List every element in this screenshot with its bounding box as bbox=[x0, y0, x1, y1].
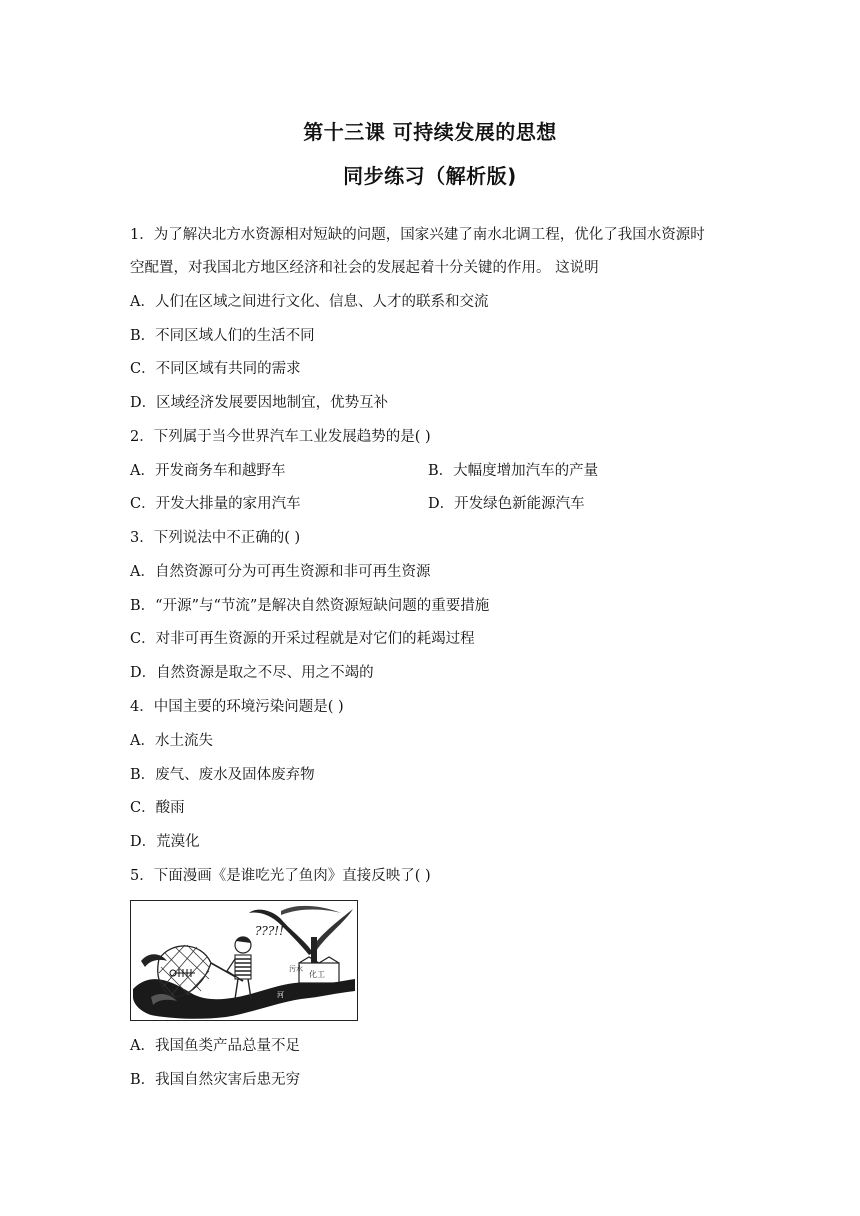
question-5-stem: 5．下面漫画《是谁吃光了鱼肉》直接反映了( ) bbox=[130, 868, 431, 884]
document-subtitle: 同步练习（解析版) bbox=[343, 164, 517, 188]
question-2-option-b: B．大幅度增加汽车的产量 bbox=[428, 463, 599, 479]
question-4-option-d: D．荒漠化 bbox=[130, 834, 200, 850]
question-3-option-c: C．对非可再生资源的开采过程就是对它们的耗竭过程 bbox=[130, 631, 475, 647]
question-3-option-a: A．自然资源可分为可再生资源和非可再生资源 bbox=[130, 564, 431, 580]
factory-sign-text: 化工 bbox=[309, 970, 325, 979]
question-1-option-d: D．区域经济发展要因地制宜，优势互补 bbox=[130, 395, 389, 411]
drain-sign-text: 污水 bbox=[289, 965, 303, 973]
cartoon-figure bbox=[130, 900, 358, 1021]
document-title: 第十三课 可持续发展的思想 bbox=[303, 120, 557, 144]
question-3-option-b: B．“开源”与“节流”是解决自然资源短缺问题的重要措施 bbox=[130, 598, 490, 614]
question-2-option-d: D．开发绿色新能源汽车 bbox=[428, 496, 585, 512]
question-3-option-d: D．自然资源是取之不尽、用之不竭的 bbox=[130, 665, 374, 681]
question-2-option-a: A．开发商务车和越野车 bbox=[130, 463, 286, 479]
question-1-stem-line-2: 空配置，对我国北方地区经济和社会的发展起着十分关键的作用。 这说明 bbox=[130, 260, 599, 276]
question-3-stem: 3．下列说法中不正确的( ) bbox=[130, 530, 301, 546]
question-4-option-a: A．水土流失 bbox=[130, 733, 213, 749]
question-1-option-a: A．人们在区域之间进行文化、信息、人才的联系和交流 bbox=[130, 294, 489, 310]
question-4-stem: 4．中国主要的环境污染问题是( ) bbox=[130, 699, 344, 715]
question-1-option-c: C．不同区域有共同的需求 bbox=[130, 361, 301, 377]
question-5-option-b: B．我国自然灾害后患无穷 bbox=[130, 1072, 301, 1088]
river-sign-text: 河 bbox=[277, 991, 284, 999]
cartoon-illustration bbox=[131, 901, 357, 1020]
question-4-option-c: C．酸雨 bbox=[130, 800, 185, 816]
question-5-option-a: A．我国鱼类产品总量不足 bbox=[130, 1038, 300, 1054]
cartoon-speech-text: ???!! bbox=[255, 924, 284, 938]
question-1-option-b: B．不同区域人们的生活不同 bbox=[130, 328, 315, 344]
question-2-option-c: C．开发大排量的家用汽车 bbox=[130, 496, 301, 512]
question-2-stem: 2．下列属于当今世界汽车工业发展趋势的是( ) bbox=[130, 429, 431, 445]
question-4-option-b: B．废气、废水及固体废弃物 bbox=[130, 767, 315, 783]
question-1-stem-line-1: 1．为了解决北方水资源相对短缺的问题，国家兴建了南水北调工程，优化了我国水资源时 bbox=[130, 227, 705, 243]
